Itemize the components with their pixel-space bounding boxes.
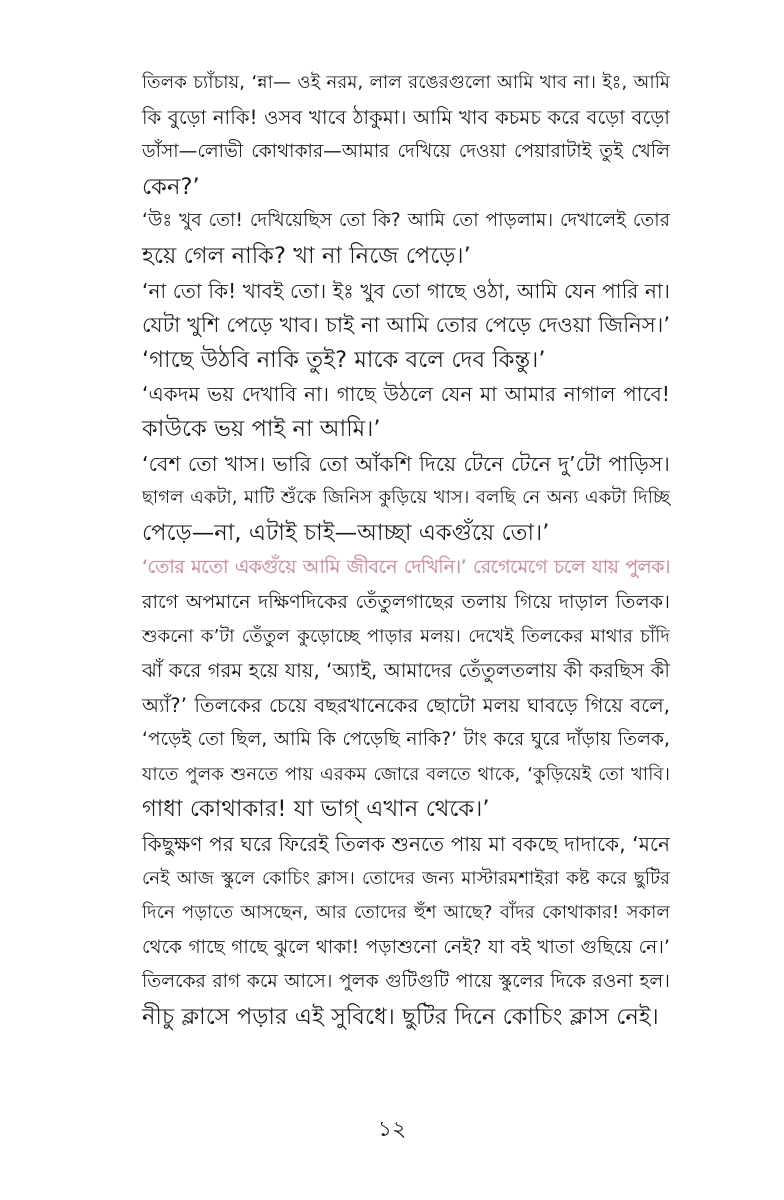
text-line: কিছুক্ষণ পর ঘরে ফিরেই তিলক শুনতে পায় মা বকছে দাদাকে, ‘মনে (142, 832, 670, 857)
text-line: ‘তোর মতো একগুঁয়ে আমি জীবনে দেখিনি।’ রেগেমেগে চলে যায় পুলক। (142, 556, 670, 579)
text-line: ‘বেশ তো খাস। ভারি তো আঁকশি দিয়ে টেনে টেনে দু’টো পাড়িস। (142, 451, 670, 476)
paragraph (118, 274, 670, 343)
text-line: ‘একদম ভয় দেখাবি না। গাছে উঠলে যেন মা আমার নাগাল পাবে! (142, 382, 670, 407)
paragraph (118, 377, 670, 446)
paragraph (118, 550, 670, 827)
text-line: গাধা কোথাকার! যা ভাগ্‌ এখান থেকে।’ (142, 796, 490, 823)
text-line: অ্যাঁ?’ তিলকের চেয়ে বছরখানেকের ছোটো মলয় ঘাবড়ে গিয়ে বলে, (142, 693, 670, 717)
text-line: ‘না তো কি! খাবই তো। ইঃ খুব তো গাছে ওঠা, আমি যেন পারি না। (142, 278, 670, 303)
paragraph (118, 343, 670, 378)
text-line: রাগে অপমানে দক্ষিণদিকের তেঁতুলগাছের তলায় গিয়ে দাড়াল তিলক। (142, 590, 670, 613)
text-line: তিলক চ্যাঁচায়, ‘ন্না— ওই নরম, লাল রঙেরগুলো আমি খাব না। ইঃ, আমি (142, 72, 670, 93)
text-line: হয়ে গেল নাকি? খা না নিজে পেড়ে।’ (142, 242, 471, 269)
text-line: ছাগল একটা, মাটি শুঁকে জিনিস কুড়িয়ে খাস। বলছি নে অন্য একটা দিচ্ছি (142, 487, 670, 509)
page-number: ১২ (377, 1117, 407, 1142)
text-line: তিলকের রাগ কমে আসে। পুলক গুটিগুটি পায়ে স্কুলের দিকে রওনা হল। (142, 971, 670, 993)
paragraph (118, 827, 670, 1035)
text-line: ‘পড়েই তো ছিল, আমি কি পেড়েছি নাকি?’ টাং করে ঘুরে দাঁড়ায় তিলক, (142, 729, 670, 751)
paragraph (118, 447, 670, 551)
paragraph (118, 204, 670, 273)
text-line: ‘গাছে উঠবি নাকি তুই? মাকে বলে দেব কিন্তু।’ (142, 346, 546, 373)
text-line: কেন?’ (142, 173, 200, 200)
paragraph (118, 66, 670, 204)
text-line: কাউকে ভয় পাই না আমি।’ (142, 415, 381, 442)
text-line: ‘উঃ খুব তো! দেখিয়েছিস তো কি? আমি তো পাড়লাম। দেখালেই তোর (142, 210, 670, 232)
text-line: দিনে পড়াতে আসছেন, আর তোদের হুঁশ আছে? বাঁদর কোথাকার! সকাল (142, 902, 670, 924)
text-line: ডাঁসা—লোভী কোথাকার—আমার দেখিয়ে দেওয়া পেয়ারাটাই তুই খেলি (142, 141, 670, 163)
text-line: ঝাঁ করে গরম হয়ে যায়, ‘অ্যাই, আমাদের তেঁতুলতলায় কী করছিস কী (142, 659, 670, 683)
text-line: নেই আজ স্কুলে কোচিং ক্লাস। তোদের জন্য মাস্টারমশাইরা কষ্ট করে ছুটির (142, 867, 670, 889)
text-line: পেড়ে—না, এটাই চাই—আচ্ছা একগুঁয়ে তো।’ (142, 519, 550, 546)
text-line: যাতে পুলক শুনতে পায় এরকম জোরে বলতে থাকে, ‘কুড়িয়েই তো খাবি। (142, 763, 670, 785)
text-line: কি বুড়ো নাকি! ওসব খাবে ঠাকুমা। আমি খাব কচমচ করে বড়ো বড়ো (142, 105, 670, 129)
body-text (118, 66, 670, 1035)
text-line: যেটা খুশি পেড়ে খাব। চাই না আমি তোর পেড়ে দেওয়া জিনিস।’ (142, 313, 671, 338)
text-line: থেকে গাছে গাছে ঝুলে থাকা! পড়াশুনো নেই? যা বই খাতা গুছিয়ে নে।’ (142, 936, 670, 958)
text-line: শুকনো ক’টা তেঁতুল কুড়োচ্ছে পাড়ার মলয়। দেখেই তিলকের মাথার চাঁদি (142, 625, 670, 647)
text-line: নীচু ক্লাসে পড়ার এই সুবিধে। ছুটির দিনে কোচিং ক্লাস নেই। (142, 1004, 659, 1031)
